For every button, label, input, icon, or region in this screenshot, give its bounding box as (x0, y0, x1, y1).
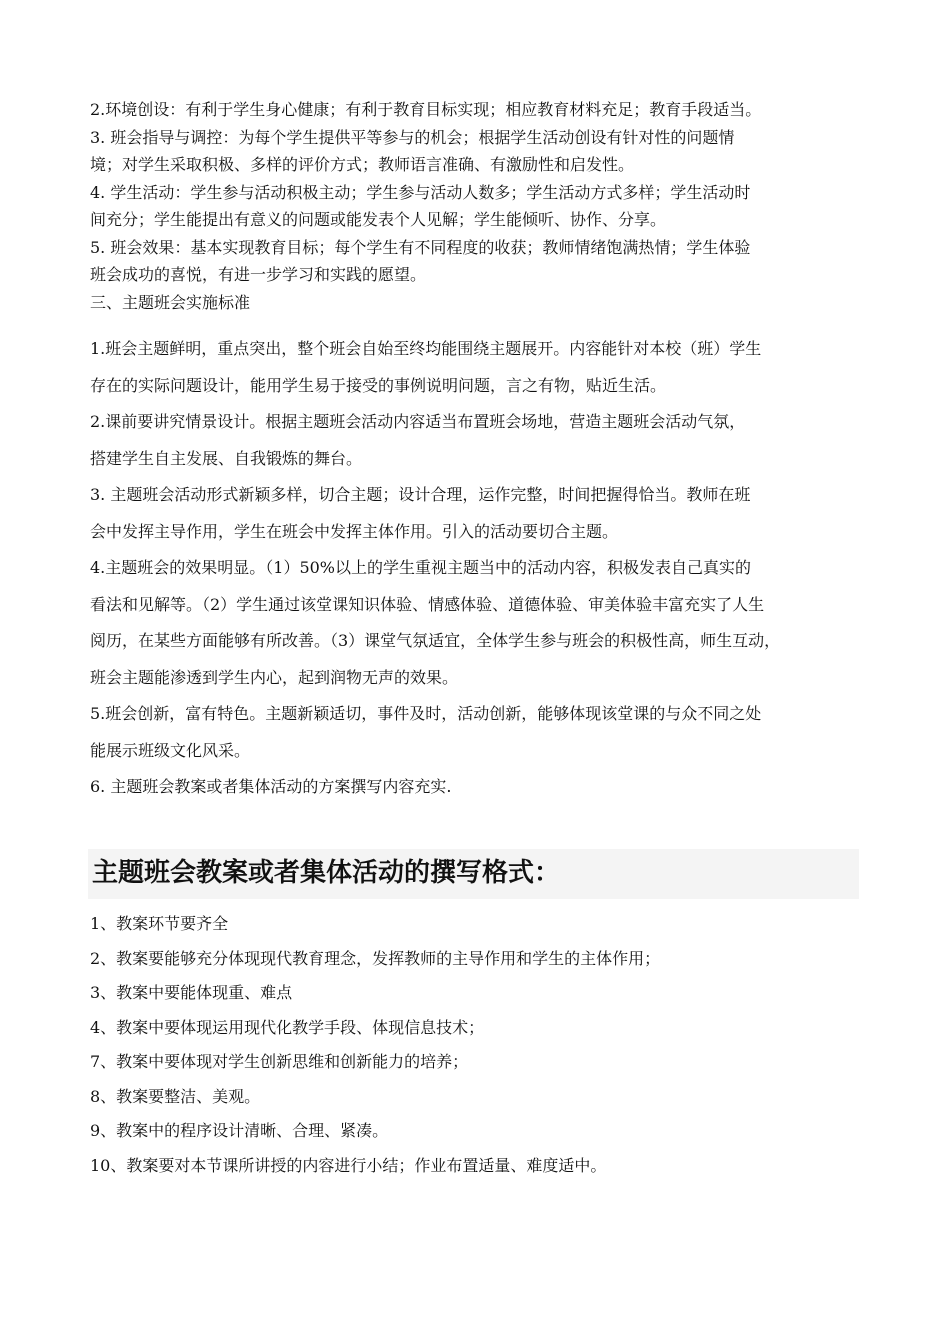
paragraph-line: 间充分；学生能提出有意义的问题或能发表个人见解；学生能倾听、协作、分享。 (90, 210, 667, 229)
list-item: 9、教案中的程序设计清晰、合理、紧凑。 (90, 1121, 389, 1140)
paragraph-line: 会中发挥主导作用，学生在班会中发挥主体作用。引入的活动要切合主题。 (90, 521, 619, 541)
list-item: 3、教案中要能体现重、难点 (90, 983, 293, 1002)
list-item: 1、教案环节要齐全 (90, 914, 229, 933)
paragraph-line: 3. 班会指导与调控：为每个学生提供平等参与的机会；根据学生活动创设有针对性的问题情 (90, 127, 735, 147)
paragraph-line: 1.班会主题鲜明，重点突出，整个班会自始至终均能围绕主题展开。内容能针对本校（班）学生 (90, 339, 762, 358)
list-item: 8、教案要整洁、美观。 (90, 1086, 261, 1106)
paragraph-line: 阅历，在某些方面能够有所改善。（3）课堂气氛适宜，全体学生参与班会的积极性高，师生互动， (90, 631, 781, 650)
list-item: 10、教案要对本节课所讲授的内容进行小结；作业布置适量、难度适中。 (90, 1155, 607, 1175)
paragraph-line: 能展示班级文化风采。 (90, 740, 251, 760)
evaluation-criteria-section (90, 96, 870, 316)
section-subtitle: 三、主题班会实施标准 (90, 292, 251, 312)
paragraph-line: 4. 学生活动：学生参与活动积极主动；学生参与活动人数多；学生活动方式多样；学生活动时 (90, 182, 751, 202)
implementation-standards-section (90, 331, 870, 806)
paragraph-line: 3. 主题班会活动形式新颖多样，切合主题；设计合理，运作完整，时间把握得恰当。教师在班 (90, 485, 751, 504)
paragraph-line: 看法和见解等。（2）学生通过该堂课知识体验、情感体验、道德体验、审美体验丰富充实了人生 (90, 594, 765, 614)
paragraph-line: 存在的实际问题设计，能用学生易于接受的事例说明问题，言之有物，贴近生活。 (90, 375, 667, 395)
paragraph-line: 班会成功的喜悦，有进一步学习和实践的愿望。 (90, 265, 427, 284)
section-heading: 主题班会教案或者集体活动的撰写格式： (92, 858, 561, 888)
paragraph-line: 2.课前要讲究情景设计。根据主题班会活动内容适当布置班会场地，营造主题班会活动气氛， (90, 412, 746, 431)
paragraph-line: 4.主题班会的效果明显。（1）50%以上的学生重视主题当中的活动内容，积极发表自己真实的 (90, 558, 752, 577)
paragraph-line: 班会主题能渗透到学生内心，起到润物无声的效果。 (90, 667, 459, 687)
list-item: 4、教案中要体现运用现代化教学手段、体现信息技术； (90, 1017, 485, 1037)
paragraph-line: 5.班会创新，富有特色。主题新颖适切，事件及时，活动创新，能够体现该堂课的与众不同之处 (90, 704, 762, 723)
paragraph-line: 境；对学生采取积极、多样的评价方式；教师语言准确、有激励性和启发性。 (90, 155, 635, 174)
paragraph-line: 2.环境创设：有利于学生身心健康；有利于教育目标实现；相应教育材料充足；教育手段适当。 (90, 100, 762, 119)
paragraph-line: 5. 班会效果：基本实现教育目标；每个学生有不同程度的收获；教师情绪饱满热情；学生体验 (90, 237, 751, 257)
list-item: 2、教案要能够充分体现现代教育理念，发挥教师的主导作用和学生的主体作用； (90, 948, 661, 968)
format-requirements-list (90, 907, 870, 1183)
paragraph-line: 搭建学生自主发展、自我锻炼的舞台。 (90, 448, 363, 468)
paragraph-line: 6. 主题班会教案或者集体活动的方案撰写内容充实. (90, 777, 452, 796)
list-item: 7、教案中要体现对学生创新思维和创新能力的培养； (90, 1052, 469, 1071)
